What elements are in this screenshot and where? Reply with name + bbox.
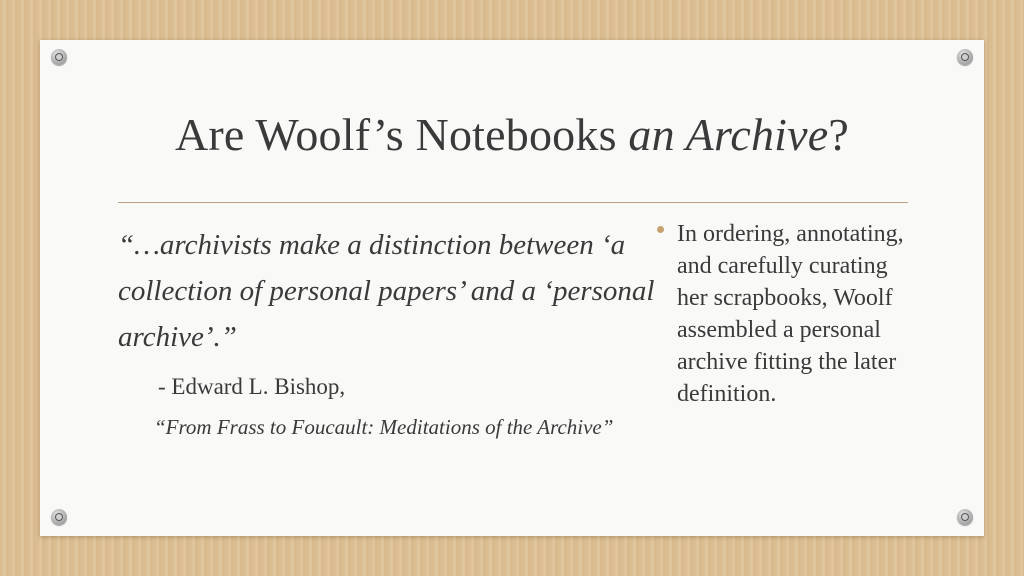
screw-icon <box>957 509 973 525</box>
title-plain: Are Woolf’s Notebooks <box>174 109 629 160</box>
title-italic: an Archive <box>628 109 829 160</box>
quote-text: “…archivists make a distinction between ‘a collection of personal papers’ and a ‘personal archive’.” <box>118 229 655 353</box>
title-end: ? <box>828 109 850 160</box>
title-divider <box>118 202 908 203</box>
bullet-icon <box>657 226 664 233</box>
bullet-text: In ordering, annotating, and carefully curating her scrapbooks, Woolf assembled a personal archive fitting the later definition. <box>677 221 904 407</box>
quote-source: “From Frass to Foucault: Meditations of the Archive” <box>154 415 614 439</box>
slide-title <box>0 108 1024 161</box>
quote-author: - Edward L. Bishop, <box>158 374 346 399</box>
screw-icon <box>957 49 973 65</box>
screw-icon <box>51 509 67 525</box>
screw-icon <box>51 49 67 65</box>
